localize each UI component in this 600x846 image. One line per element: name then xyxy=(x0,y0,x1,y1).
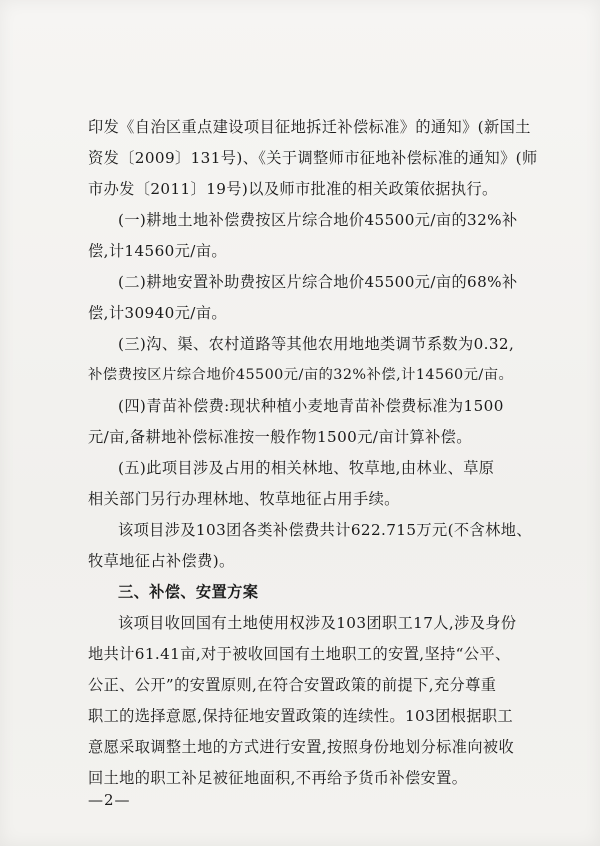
text-line-12: (五)此项目涉及占用的相关林地、牧草地,由林业、草原 xyxy=(118,459,495,477)
text-line-3: 市办发〔2011〕19号)以及师市批准的相关政策依据执行。 xyxy=(88,180,498,198)
text-line-18: 地共计61.41亩,对于被收回国有土地职工的安置,坚持“公平、 xyxy=(88,645,511,663)
text-line-15: 牧草地征占补偿费)。 xyxy=(88,552,235,570)
text-line-9: 补偿费按区片综合地价45500元/亩的32%补偿,计14560元/亩。 xyxy=(88,367,514,383)
text-line-4: (一)耕地土地补偿费按区片综合地价45500元/亩的32%补 xyxy=(118,211,518,229)
text-line-19: 公正、公开”的安置原则,在符合安置政策的前提下,充分尊重 xyxy=(88,676,497,694)
text-line-8: (三)沟、渠、农村道路等其他农用地地类调节系数为0.32, xyxy=(118,335,515,353)
text-line-11: 元/亩,备耕地补偿标准按一般作物1500元/亩计算补偿。 xyxy=(88,428,472,446)
text-line-17: 该项目收回国有土地使用权涉及103团职工17人,涉及身份 xyxy=(118,614,517,632)
text-line-5: 偿,计14560元/亩。 xyxy=(88,242,227,260)
text-line-7: 偿,计30940元/亩。 xyxy=(88,304,227,322)
page-number: —2— xyxy=(88,791,131,809)
text-line-14: 该项目涉及103团各类补偿费共计622.715万元(不含林地、 xyxy=(118,521,532,539)
text-line-22: 回土地的职工补足被征地面积,不再给予货币补偿安置。 xyxy=(88,769,468,787)
text-line-13: 相关部门另行办理林地、牧草地征占用手续。 xyxy=(88,490,400,508)
text-line-6: (二)耕地安置补助费按区片综合地价45500元/亩的68%补 xyxy=(118,273,518,291)
text-line-10: (四)青苗补偿费:现状种植小麦地青苗补偿费标准为1500 xyxy=(118,397,504,415)
text-line-21: 意愿采取调整土地的方式进行安置,按照身份地划分标准向被收 xyxy=(88,738,515,756)
text-line-1: 印发《自治区重点建设项目征地拆迁补偿标准》的通知》(新国土 xyxy=(88,118,531,136)
text-line-20: 职工的选择意愿,保持征地安置政策的连续性。103团根据职工 xyxy=(88,707,514,725)
section-heading: 三、补偿、安置方案 xyxy=(118,583,259,601)
text-line-2: 资发〔2009〕131号)、《关于调整师市征地补偿标准的通知》(师 xyxy=(88,149,538,167)
